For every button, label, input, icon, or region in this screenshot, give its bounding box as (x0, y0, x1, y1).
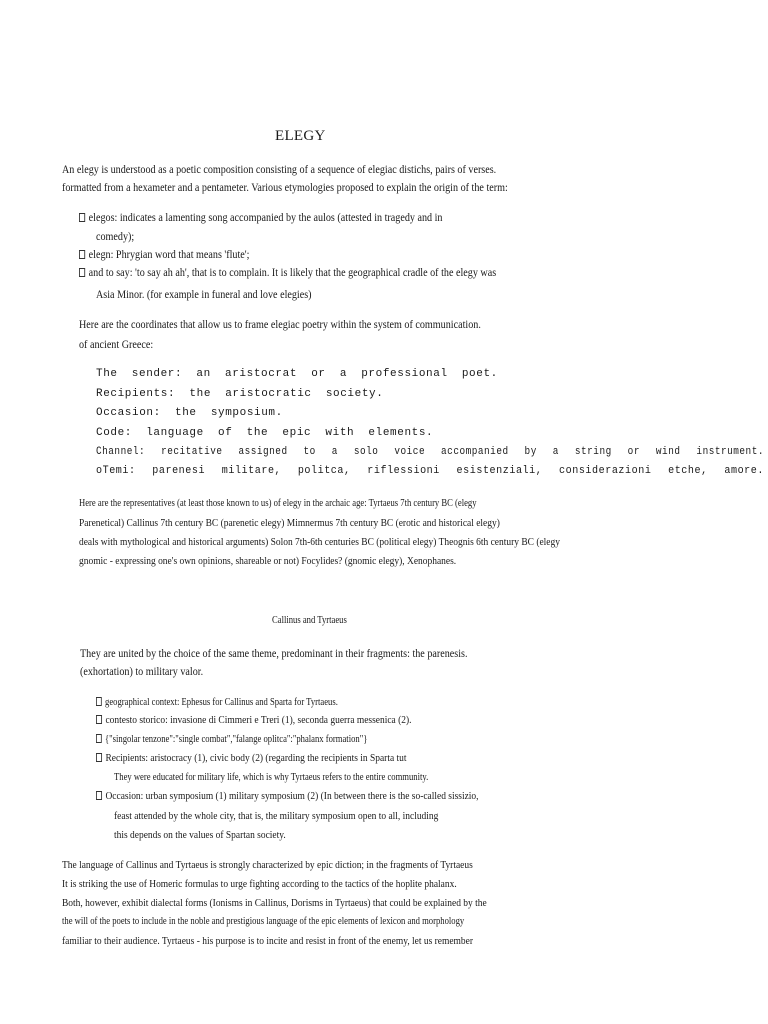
coordinate-line: Recipients: the aristocratic society. (96, 388, 384, 400)
checkbox-bullet-icon (79, 250, 85, 259)
section-point (96, 697, 338, 709)
checkbox-bullet-icon (96, 734, 102, 743)
etymology-item-continuation: comedy); (96, 231, 135, 243)
section-point-continuation: They were educated for military life, which is why Tyrtaeus refers to the entire community. (114, 772, 429, 783)
intro-line: An elegy is understood as a poetic composition consisting of a sequence of elegiac distichs, pairs of verses. (62, 164, 497, 176)
coordinate-line: Occasion: the symposium. (96, 407, 283, 419)
coordinate-line: oTemi: parenesi militare, politca, riflessioni esistenziali, considerazioni etche, amore. (96, 465, 764, 477)
section-intro-line: They are united by the choice of the same theme, predominant in their fragments: the parenesis. (80, 648, 468, 660)
etymology-item-text: elegos: indicates a lamenting song accompanied by the aulos (attested in tragedy and in (88, 212, 443, 224)
checkbox-bullet-icon (96, 715, 102, 724)
section-point-text: contesto storico: invasione di Cimmeri e Treri (1), seconda guerra messenica (2). (105, 714, 412, 726)
checkbox-bullet-icon (96, 753, 102, 762)
language-line: The language of Callinus and Tyrtaeus is strongly characterized by epic diction; in the fragments of Tyrtaeus (62, 859, 473, 871)
checkbox-bullet-icon (96, 697, 102, 706)
section-title: Callinus and Tyrtaeus (272, 615, 347, 626)
etymology-item (79, 213, 442, 225)
section-point (96, 734, 367, 746)
checkbox-bullet-icon (79, 213, 85, 222)
etymology-item-continuation: Asia Minor. (for example in funeral and love elegies) (96, 289, 312, 301)
coordinate-line: Code: language of the epic with elements. (96, 427, 434, 439)
coordinates-intro-line: Here are the coordinates that allow us to frame elegiac poetry within the system of communication. (79, 319, 481, 331)
checkbox-bullet-icon (79, 268, 85, 277)
section-point (96, 715, 412, 726)
intro-line: formatted from a hexameter and a pentameter. Various etymologies proposed to explain the origin of the term: (62, 182, 508, 194)
document-title: ELEGY (275, 128, 326, 144)
coordinate-line: The sender: an aristocrat or a professional poet. (96, 368, 498, 380)
etymology-item (79, 268, 496, 280)
representatives-line: Parenetical) Callinus 7th century BC (parenetic elegy) Mimnermus 7th century BC (erotic and historical elegy) (79, 517, 500, 529)
representatives-line: Here are the representatives (at least those known to us) of elegy in the archaic age: Tyrtaeus 7th century BC (elegy (79, 498, 477, 509)
etymology-item-text: and to say: 'to say ah ah', that is to complain. It is likely that the geographical cradle of the elegy was (88, 267, 497, 279)
representatives-line: deals with mythological and historical arguments) Solon 7th-6th centuries BC (political elegy) Theognis 6th century BC (elegy (79, 536, 560, 548)
etymology-item-text: elegn: Phrygian word that means 'flute'; (88, 249, 250, 261)
section-point-text: {"singolar tenzone":"single combat","falange oplitca":"phalanx formation"} (105, 734, 368, 745)
language-line: Both, however, exhibit dialectal forms (Ionisms in Callinus, Dorisms in Tyrtaeus) that could be explained by the (62, 897, 487, 909)
etymology-item (79, 250, 249, 262)
section-point (96, 753, 407, 764)
representatives-line: gnomic - expressing one's own opinions, shareable or not) Focylides? (gnomic elegy), Xenophanes. (79, 555, 457, 567)
section-point-continuation: feast attended by the whole city, that is, the military symposium open to all, including (114, 810, 439, 822)
section-point (96, 791, 479, 802)
coordinates-intro-line: of ancient Greece: (79, 339, 154, 351)
coordinate-line: Channel: recitative assigned to a solo voice accompanied by a string or wind instrument. (96, 446, 764, 458)
language-line: It is striking the use of Homeric formulas to urge fighting according to the tactics of the hoplite phalanx. (62, 878, 457, 890)
section-point-continuation: this depends on the values of Spartan society. (114, 829, 286, 841)
section-point-text: geographical context: Ephesus for Callinus and Sparta for Tyrtaeus. (105, 697, 338, 708)
section-intro-line: (exhortation) to military valor. (80, 666, 204, 678)
checkbox-bullet-icon (96, 791, 102, 800)
language-line: the will of the poets to include in the noble and prestigious language of the epic elements of lexicon and morphology (62, 916, 465, 927)
section-point-text: Occasion: urban symposium (1) military symposium (2) (In between there is the so-called sissizio, (105, 790, 479, 802)
section-point-text: Recipients: aristocracy (1), civic body (2) (regarding the recipients in Sparta tut (105, 752, 407, 764)
language-line: familiar to their audience. Tyrtaeus - his purpose is to incite and resist in front of the enemy, let us remember (62, 935, 473, 947)
